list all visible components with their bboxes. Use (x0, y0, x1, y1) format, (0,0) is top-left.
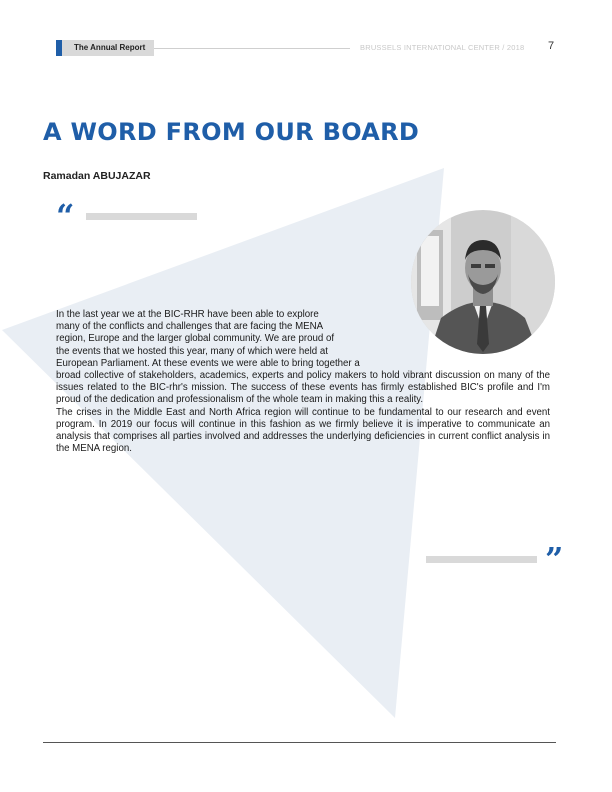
paragraph-1-continuation: broad collective of stakeholders, academics, experts and policy makers to hold vibrant discussion on many of the issues related to the BIC-rhr's mission. The success of these events has firmly established BIC's profile and I'm proud of the dedication and professionalism of the whole team in making this a reality. (56, 370, 550, 406)
page-number: 7 (548, 40, 555, 52)
intro-lines (56, 309, 411, 370)
quote-bar-bottom (426, 556, 537, 563)
header-org-year: BRUSSELS INTERNATIONAL CENTER / 2018 (360, 43, 525, 52)
header-section-tab (56, 40, 154, 56)
header-section-label: The Annual Report (74, 43, 146, 52)
page-title: A WORD FROM OUR BOARD (43, 118, 420, 146)
paragraph-2: The crises in the Middle East and North Africa region will continue to be fundamental to our research and event program. In 2019 our focus will continue in this fashion as we firmly believe it is imperative to communicate an analysis that comprises all parties involved and addresses the underlying deficiencies in current conflict analysis in the MENA region. (56, 406, 550, 455)
header-divider (154, 48, 350, 49)
author-name: Ramadan ABUJAZAR (43, 170, 151, 182)
intro-line: many of the conflicts and challenges that are facing the MENA (56, 321, 324, 333)
footer-divider (43, 742, 556, 743)
quote-bar-top (86, 213, 197, 220)
intro-line: the events that we hosted this year, many of which were held at (56, 345, 328, 357)
intro-line: European Parliament. At these events we were able to bring together a (56, 357, 360, 369)
header-accent-mark (56, 40, 62, 56)
intro-line: In the last year we at the BIC-RHR have been able to explore (56, 309, 319, 320)
open-quote-icon: “ (56, 197, 75, 235)
intro-line: region, Europe and the larger global community. We are proud of (56, 333, 335, 345)
close-quote-icon: ” (545, 540, 564, 578)
board-message (56, 309, 550, 455)
